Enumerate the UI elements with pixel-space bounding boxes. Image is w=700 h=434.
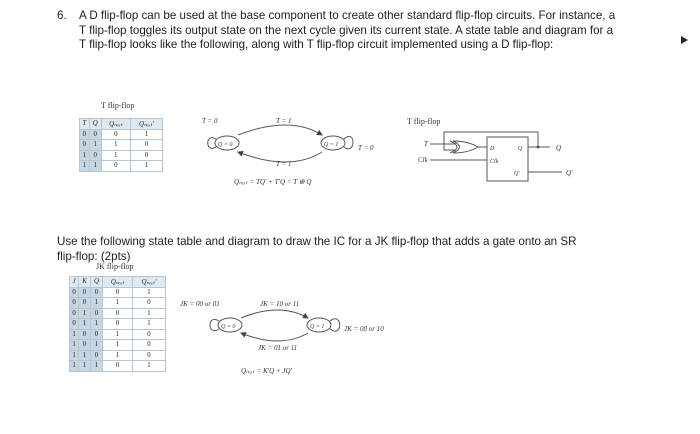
table-cell: 1 [103, 329, 133, 340]
table-cell: 1 [70, 350, 79, 361]
table-cell: 0 [133, 340, 166, 351]
table-cell: 0 [90, 308, 102, 319]
table-cell: 0 [103, 319, 133, 330]
table-cell: 1 [103, 340, 133, 351]
table-cell: 0 [103, 361, 133, 372]
table-cell: 1 [80, 161, 90, 172]
table-cell: 0 [101, 129, 130, 140]
out-q-label: Q [556, 144, 562, 152]
table-cell: 0 [80, 140, 90, 151]
table-cell: 0 [133, 329, 166, 340]
table-cell: 0 [101, 161, 130, 172]
table-cell: 0 [130, 150, 162, 161]
arc-top-label: JK = 10 or 11 [260, 300, 300, 308]
cursor-arrow-icon [681, 36, 688, 44]
table-cell: 0 [70, 308, 79, 319]
arc-top [238, 125, 322, 135]
table-cell: 0 [103, 308, 133, 319]
table-cell: 0 [70, 287, 79, 298]
table-cell: 0 [90, 350, 102, 361]
table-cell: 0 [89, 150, 101, 161]
table-cell: 1 [101, 150, 130, 161]
t-state-diagram [202, 117, 374, 186]
table-cell: 1 [70, 340, 79, 351]
table-cell: 0 [79, 287, 91, 298]
table-cell: 1 [79, 319, 91, 330]
t-table-caption: T flip-flop [101, 101, 135, 110]
table-header-cell: Q [89, 119, 101, 130]
table-cell: 1 [90, 298, 102, 309]
table-cell: 1 [133, 361, 166, 372]
table-row [70, 361, 166, 372]
table-cell: 1 [89, 140, 101, 151]
loop0-label: T = 0 [202, 117, 218, 125]
jk-flipflop-state-table [69, 276, 166, 372]
junction-dot [537, 146, 540, 149]
table-header-cell: K [79, 277, 91, 288]
t-flipflop-circuit [407, 117, 573, 181]
state-q1-label: Q = 1 [310, 324, 325, 330]
table-cell: 0 [89, 129, 101, 140]
table-cell: 1 [133, 287, 166, 298]
arc-bottom-label: T = 1 [276, 160, 292, 168]
question-part2-text: Use the following state table and diagram to draw the IC for a JK flip-flop that adds a gate onto an SR flip-flop: (2pts) [57, 235, 577, 263]
table-row [70, 319, 166, 330]
clk-pin-label: Clk [490, 159, 499, 165]
table-header-cell: Qₙₑₓₜ' [133, 277, 166, 288]
table-row [70, 350, 166, 361]
table-header-cell: Qₙₑₓₜ [101, 119, 130, 130]
circuit-caption: T flip-flop [407, 117, 441, 126]
arc-top-label: T = 1 [276, 117, 292, 125]
table-header-cell: Qₙₑₓₜ' [130, 119, 162, 130]
table-cell: 1 [89, 161, 101, 172]
table-cell: 1 [90, 319, 102, 330]
question-number: 6. [57, 9, 67, 22]
arc-bottom-label: JK = 01 or 11 [258, 344, 298, 352]
table-cell: 1 [80, 150, 90, 161]
table-cell: 1 [79, 361, 91, 372]
table-cell: 0 [79, 298, 91, 309]
table-cell: 0 [79, 340, 91, 351]
loop0-label: JK = 00 or 01 [180, 300, 220, 308]
table-cell: 1 [79, 308, 91, 319]
arc-top [241, 310, 308, 318]
loop1-label: JK = 00 or 10 [344, 325, 384, 333]
table-cell: 1 [90, 361, 102, 372]
jk-state-diagram [180, 300, 384, 375]
arc-bottom [241, 333, 308, 341]
table-row [70, 287, 166, 298]
table-cell: 1 [70, 361, 79, 372]
state-q0-label: Q = 0 [221, 324, 236, 330]
table-cell: 0 [70, 319, 79, 330]
table-row [70, 340, 166, 351]
table-cell: 0 [133, 298, 166, 309]
table-row [70, 298, 166, 309]
table-cell: 1 [101, 140, 130, 151]
table-cell: 1 [79, 350, 91, 361]
table-cell: 1 [133, 319, 166, 330]
table-cell: 0 [79, 329, 91, 340]
state-q0-label: Q = 0 [218, 142, 233, 148]
table-header-cell: J [70, 277, 79, 288]
table-cell: 0 [90, 287, 102, 298]
table-header-row [70, 277, 166, 288]
state-q1-label: Q = 1 [324, 142, 339, 148]
table-cell: 0 [80, 129, 90, 140]
jk-equation: Qₙₑₓₜ = K'Q + JQ' [241, 367, 293, 375]
table-cell: 1 [130, 161, 162, 172]
table-cell: 0 [130, 140, 162, 151]
table-cell: 1 [103, 298, 133, 309]
table-cell: 1 [70, 329, 79, 340]
question-text: A D flip-flop can be used at the base component to create other standard flip-flop circuits. For instance, a T flip-flop toggles its output state on the next cycle given its current state. A state table and diagram for a T flip-flop looks like the following, along with T flip-flop circuit implemented using a D flip-flop: [79, 9, 616, 52]
qbar-pin-label: Q' [514, 171, 520, 177]
table-row [70, 329, 166, 340]
table-cell: 1 [90, 340, 102, 351]
q-pin-label: Q [518, 146, 523, 152]
table-header-cell: Qₙₑₓₜ [103, 277, 133, 288]
jk-table-caption: JK flip-flop [96, 262, 134, 271]
table-cell: 0 [90, 329, 102, 340]
table-cell: 0 [103, 287, 133, 298]
out-qbar-label: Q' [566, 169, 573, 177]
table-header-cell: T [80, 119, 90, 130]
table-cell: 0 [70, 298, 79, 309]
t-equation: Qₙₑₓₜ = TQ' + T'Q = T ⊕ Q [234, 178, 312, 186]
input-clk-label: Clk [418, 156, 428, 164]
input-t-label: T [424, 140, 428, 148]
table-cell: 1 [133, 308, 166, 319]
d-label: D [490, 146, 495, 152]
table-cell: 0 [133, 350, 166, 361]
table-cell: 1 [130, 129, 162, 140]
table-cell: 1 [103, 350, 133, 361]
table-header-cell: Q [90, 277, 102, 288]
table-row [70, 308, 166, 319]
loop1-label: T = 0 [358, 144, 374, 152]
